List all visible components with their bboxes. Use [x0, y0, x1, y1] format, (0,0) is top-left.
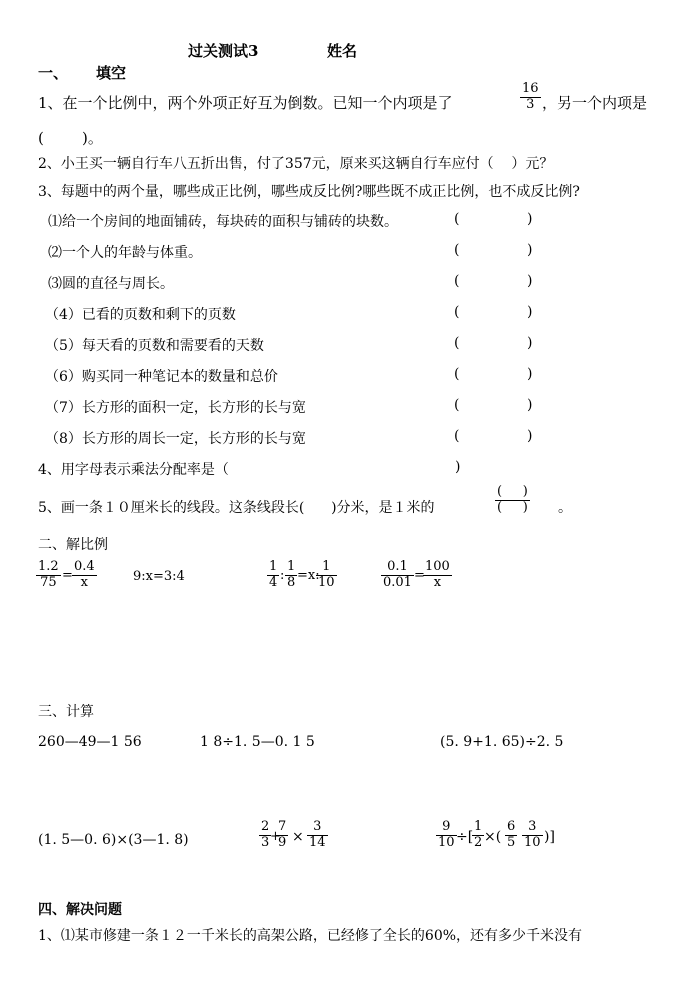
calc5-fraction-2	[276, 820, 288, 851]
denominator: 14	[309, 834, 326, 850]
answer-bracket-close: )	[527, 366, 533, 382]
q3-item-4: （4）已看的页数和剩下的页数	[45, 307, 236, 323]
answer-bracket-close: )	[527, 211, 533, 227]
q1-text-a: 1、在一个比例中，两个外项正好互为倒数。已知一个内项是了	[38, 94, 453, 112]
answer-bracket-close: )	[527, 304, 533, 320]
p3-fraction-3	[316, 560, 337, 591]
calc-4: (1. 5—0. 6)×(3—1. 8)	[38, 832, 189, 848]
denominator: 2	[474, 834, 483, 850]
q3-item-5: （5）每天看的页数和需要看的天数	[45, 338, 264, 354]
p4-fraction-right	[423, 560, 452, 591]
numerator: 1.2	[38, 559, 59, 574]
numerator: 6	[507, 819, 516, 834]
denominator: 10	[438, 834, 455, 850]
denominator: x	[80, 574, 89, 590]
divide-bracket: ÷[	[456, 829, 474, 845]
p3-fraction-2	[285, 560, 297, 591]
answer-bracket-open[interactable]: (	[454, 242, 460, 258]
answer-bracket-close: )	[527, 273, 533, 289]
q5-text-b: 。	[558, 500, 572, 516]
q3-item-3: ⑶圆的直径与周长。	[48, 276, 174, 292]
q3-text: 3、每题中的两个量，哪些成正比例，哪些成反比例?哪些既不成正比例，也不成反比例?	[38, 184, 580, 200]
numerator: 7	[278, 819, 287, 834]
answer-bracket-open[interactable]: (	[454, 366, 460, 382]
numerator: 0.4	[74, 559, 95, 574]
q3-item-8: （8）长方形的周长一定，长方形的长与宽	[45, 431, 306, 447]
numerator: 3	[528, 819, 537, 834]
p3-middle: =x:	[297, 568, 320, 583]
p1-fraction-right	[72, 560, 97, 591]
numerator: 2	[261, 819, 270, 834]
q2-text: 2、小王买一辆自行车八五折出售，付了357元，原来买这辆自行车应付（ ）元？	[38, 156, 554, 172]
equals-sign: =	[414, 568, 425, 583]
numerator: 0.1	[387, 559, 408, 574]
denominator: 3	[261, 834, 270, 850]
plus-sign: +	[270, 829, 281, 844]
denominator: 75	[40, 574, 57, 590]
equals-sign: =	[62, 568, 73, 583]
section3-title: 三、计算	[38, 704, 94, 720]
name-label: 姓名	[327, 42, 358, 60]
q1-answer-blank[interactable]: ( )。	[38, 129, 103, 147]
calc-2: 1 8÷1. 5—0. 1 5	[200, 734, 315, 750]
q3-item-2: ⑵一个人的年龄与体重。	[48, 245, 202, 261]
numerator: 1	[287, 559, 296, 574]
q5-fraction[interactable]	[495, 485, 530, 516]
q3-item-1: ⑴给一个房间的地面铺砖，每块砖的面积与铺砖的块数。	[48, 214, 398, 230]
answer-bracket-close: )	[527, 242, 533, 258]
denominator: 9	[278, 834, 287, 850]
calc6-fraction-3	[505, 820, 517, 851]
numerator: 1	[322, 559, 331, 574]
answer-bracket-close: )	[527, 428, 533, 444]
p4-fraction-left	[381, 560, 414, 591]
section4-title: 四、解决问题	[38, 902, 122, 918]
q4-text: 4、用字母表示乘法分配率是（	[38, 462, 229, 478]
q1-fraction-numerator: 16	[522, 81, 539, 96]
denominator: 10	[318, 574, 335, 590]
p1-fraction-left	[36, 560, 61, 591]
answer-bracket-close: )	[527, 335, 533, 351]
q4-bracket-close: )	[455, 459, 461, 475]
answer-bracket-open[interactable]: (	[454, 335, 460, 351]
calc-1: 260—49—1 56	[38, 734, 142, 750]
q3-item-6: （6）购买同一种笔记本的数量和总价	[45, 369, 278, 385]
numerator: 9	[442, 819, 451, 834]
q1-fraction-denominator: 3	[526, 96, 535, 112]
denominator: 10	[524, 834, 541, 850]
answer-bracket-open[interactable]: (	[454, 211, 460, 227]
numerator: 100	[425, 559, 450, 574]
p3-fraction-1	[267, 560, 279, 591]
answer-bracket-open[interactable]: (	[454, 397, 460, 413]
section1-number: 一、	[38, 64, 69, 82]
page-title: 过关测试3	[188, 42, 259, 60]
answer-bracket-open[interactable]: (	[454, 428, 460, 444]
denominator: x	[433, 574, 442, 590]
denominator: 4	[269, 574, 278, 590]
answer-bracket-open[interactable]: (	[454, 273, 460, 289]
calc-3: (5. 9+1. 65)÷2. 5	[440, 734, 564, 750]
times-paren: ×(	[484, 829, 502, 845]
q1-text-b: ，另一个内项是	[542, 94, 648, 112]
denominator: 8	[287, 574, 296, 590]
numerator: 1	[269, 559, 278, 574]
q1-fraction	[520, 82, 541, 113]
calc6-fraction-4	[522, 820, 543, 851]
denominator: 5	[507, 834, 516, 850]
calc5-fraction-3	[307, 820, 328, 851]
answer-bracket-close: )	[527, 397, 533, 413]
answer-bracket-open[interactable]: (	[454, 304, 460, 320]
numerator: 3	[313, 819, 322, 834]
p2-equation: 9:x=3:4	[133, 569, 185, 584]
denominator: 0.01	[383, 574, 412, 590]
section1-title: 填空	[96, 64, 127, 82]
q5-text-a: 5、画一条１０厘米长的线段。这条线段长( )分米，是１米的	[38, 500, 435, 516]
colon: :	[280, 568, 285, 583]
q5-fraction-denominator[interactable]: ( )	[497, 499, 528, 515]
times-sign: ×	[292, 829, 304, 845]
problem-1-text: 1、⑴某市修建一条１２一千米长的高架公路，已经修了全长的60%，还有多少千米没有	[38, 928, 583, 944]
close-brackets: )]	[544, 829, 555, 845]
numerator: 1	[474, 819, 483, 834]
calc6-fraction-1	[436, 820, 457, 851]
section2-title: 二、解比例	[38, 537, 108, 553]
calc6-fraction-2	[472, 820, 484, 851]
q3-item-7: （7）长方形的面积一定，长方形的长与宽	[45, 400, 306, 416]
q5-fraction-numerator[interactable]: ( )	[497, 484, 528, 499]
